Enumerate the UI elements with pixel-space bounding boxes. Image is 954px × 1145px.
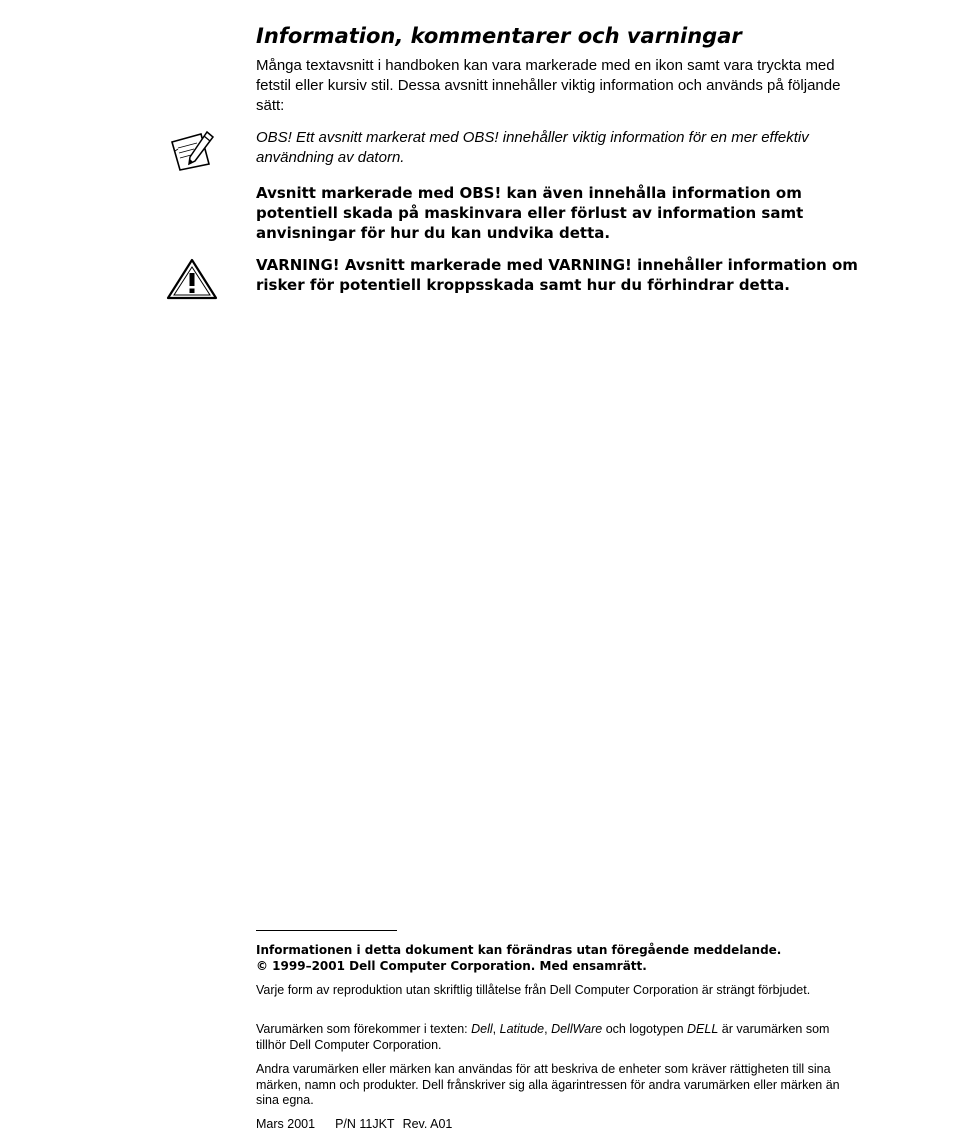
publication-date: Mars 2001 xyxy=(256,1117,316,1131)
disclaimer-line-1: Informationen i detta dokument kan förändras utan föregående meddelande. xyxy=(256,943,782,957)
trademarks-separator: , xyxy=(544,1022,552,1036)
publication-info xyxy=(256,1117,862,1133)
trademarks-suffix: är varumärken som tillhör Dell Computer Corporation. xyxy=(256,1022,830,1052)
intro-paragraph: Många textavsnitt i handboken kan vara markerade med en ikon samt vara tryckta med fetstil eller kursiv stil. Dessa avsnitt innehåller viktig information och används på följande sätt: xyxy=(256,57,841,114)
part-number: P/N 11JKT xyxy=(335,1117,395,1131)
trademarks-separator: , xyxy=(492,1022,500,1036)
note-text: OBS! Ett avsnitt markerat med OBS! innehåller viktig information för en mer effektiv användning av datorn. xyxy=(256,129,809,166)
disclaimer xyxy=(256,943,862,974)
trademark-dell-logo: DELL xyxy=(687,1022,719,1036)
trademarks-middle: och logotypen xyxy=(602,1022,688,1036)
page-title: Information, kommentarer och varningar xyxy=(256,24,742,48)
warning-triangle-icon xyxy=(166,257,218,301)
trademark-dellware: DellWare xyxy=(551,1022,603,1036)
note-pencil-icon xyxy=(167,128,217,174)
warning-text: VARNING! Avsnitt markerade med VARNING! innehåller information om risker för potentiell kroppsskada samt hur du förhindrar detta. xyxy=(256,256,858,294)
footer-divider xyxy=(256,930,397,931)
other-trademarks-notice: Andra varumärken eller märken kan användas för att beskriva de enheter som kräver rättigheten till sina märken, namn och produkter. Dell frånskriver sig alla ägarintressen för andra varumärken eller märken än sina egna. xyxy=(256,1062,840,1107)
trademarks-notice xyxy=(256,1022,862,1053)
trademark-latitude: Latitude xyxy=(499,1022,545,1036)
trademark-dell: Dell xyxy=(471,1022,493,1036)
trademarks-prefix: Varumärken som förekommer i texten: xyxy=(256,1022,472,1036)
reproduction-notice: Varje form av reproduktion utan skriftlig tillåtelse från Dell Computer Corporation är strängt förbjudet. xyxy=(256,983,811,997)
copyright-line: © 1999–2001 Dell Computer Corporation. Med ensamrätt. xyxy=(256,958,647,973)
notice-text: Avsnitt markerade med OBS! kan även innehålla information om potentiell skada på maskinvara eller förlust av information samt anvisningar för hur du kan undvika detta. xyxy=(256,184,804,242)
revision: Rev. A01 xyxy=(402,1117,453,1131)
